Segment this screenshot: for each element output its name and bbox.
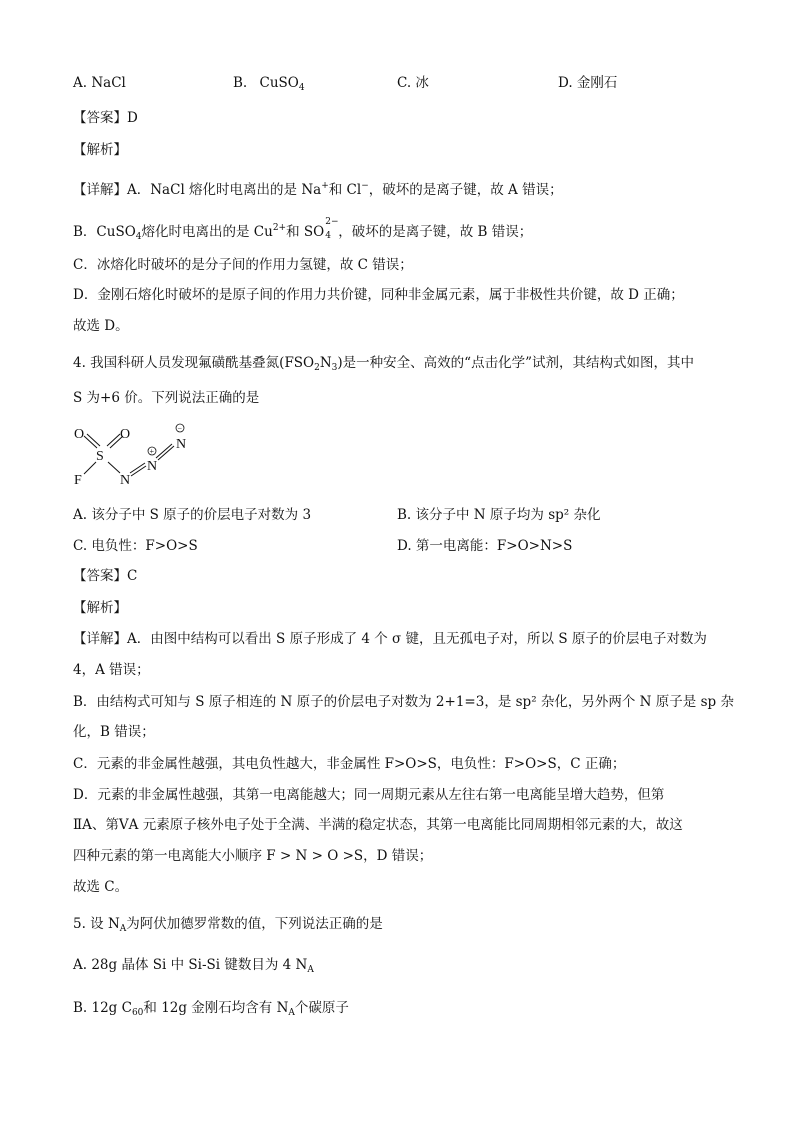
q4-detail-d-line3: 四种元素的第一电离能大小顺序 F > N > O >S，D 错误；	[73, 848, 433, 864]
q4-detail-c: C．元素的非金属性越强，其电负性越大，非金属性 F>O>S，电负性：F>O>S，C 正确；	[73, 756, 626, 772]
q3-conclusion: 故选 D。	[73, 318, 129, 334]
q3-detail-b-mid2: 和 SO	[286, 224, 325, 240]
q3-option-d: D. 金刚石	[558, 75, 618, 91]
q4-stem-line2: S 为+6 价。下列说法正确的是	[73, 390, 260, 406]
q3-detail-b-mid1: 熔化时电离出的是 Cu	[141, 224, 273, 240]
atom-n3: N	[176, 437, 187, 452]
q4-detail-d-line1: D．元素的非金属性越强，其第一电离能越大；同一周期元素从左往右第一电离能呈增大趋势，但第	[73, 787, 665, 803]
q3-option-b-prefix: B.	[233, 75, 248, 91]
q3-option-a: A. NaCl	[73, 75, 126, 91]
q5-stem-pre: 5. 设 N	[73, 916, 120, 932]
q3-detail-a-mid: 和 Cl	[328, 182, 362, 198]
q5-option-b	[73, 998, 349, 1023]
q4-stem-line1	[73, 353, 694, 378]
q4-detail-b-line1: B．由结构式可知与 S 原子相连的 N 原子的价层电子对数为 2+1=3，是 sp² 杂化，另外两个 N 原子是 sp 杂	[73, 694, 734, 710]
atom-n1: N	[120, 473, 131, 488]
q5-option-a-sub: A	[307, 965, 314, 975]
q3-option-b-formula: CuSO	[259, 75, 299, 91]
q4-detail-a-line2: 4，A 错误；	[73, 662, 150, 678]
q3-analysis-heading: 【解析】	[73, 142, 127, 158]
q5-stem-sub: A	[119, 924, 127, 934]
q4-stem-pre: 4. 我国科研人员发现氟磺酰基叠氮(FSO	[73, 355, 315, 371]
q3-detail-a-sup1: +	[321, 181, 329, 191]
q4-option-d: D. 第一电离能：F>O>N>S	[397, 538, 573, 554]
q5-option-b-sub1: 60	[131, 1008, 144, 1018]
q3-option-c: C. 冰	[397, 75, 429, 91]
q5-option-b-pre: B. 12g C	[73, 1000, 132, 1016]
q5-stem-post: 为阿伏加德罗常数的值，下列说法正确的是	[126, 916, 383, 932]
q4-detail-d-line2: ⅡA、第ⅤA 元素原子核外电子处于全满、半满的稳定状态，其第一电离能比同周期相邻元素的大，故这	[73, 817, 683, 833]
q4-stem-mid: N	[319, 355, 332, 371]
plus-charge-sign: +	[149, 447, 155, 456]
q4-detail-b-line2: 化，B 错误；	[73, 724, 155, 740]
q3-detail-b-sub2: 4	[325, 231, 331, 241]
q5-option-a	[73, 955, 314, 980]
q4-detail-a-line1: 【详解】A．由图中结构可以看出 S 原子形成了 4 个 σ 键，且无孤电子对，所以 S 原子的价层电子对数为	[73, 631, 707, 647]
q5-stem	[73, 914, 383, 939]
atom-o-left: O	[74, 427, 85, 442]
q3-detail-a-sup2: −	[361, 181, 369, 191]
q4-stem-sub2: 3	[331, 363, 338, 373]
atom-o-right: O	[120, 427, 131, 442]
q3-detail-b-sub: 4	[135, 232, 142, 242]
q5-option-b-post: 个碳原子	[294, 1000, 349, 1016]
q4-conclusion: 故选 C。	[73, 879, 129, 895]
q4-analysis-heading: 【解析】	[73, 600, 127, 616]
q3-detail-b-post: ，破坏的是离子键，故 B 错误；	[338, 224, 533, 240]
q3-option-b-sub: 4	[298, 83, 305, 93]
q3-detail-c: C．冰熔化时破坏的是分子间的作用力氢键，故 C 错误；	[73, 257, 413, 273]
q3-detail-b-pre: B．CuSO	[73, 224, 136, 240]
atom-s: S	[96, 449, 104, 464]
q3-detail-a-post: ，破坏的是离子键，故 A 错误；	[368, 182, 563, 198]
q5-option-b-sub2: A	[288, 1008, 295, 1018]
q3-detail-b-ion-scripts	[324, 217, 339, 241]
q3-detail-b-sup2: 2−	[325, 217, 339, 227]
q3-detail-d: D．金刚石熔化时破坏的是原子间的作用力共价键，同种非金属元素，属于非极性共价键，故 D 正确；	[73, 287, 684, 303]
q3-detail-b-sup: 2+	[272, 223, 287, 233]
q3-detail-b	[73, 218, 532, 247]
minus-charge-sign: −	[177, 424, 183, 433]
q3-option-b	[233, 73, 305, 98]
q4-stem-post: )是一种安全、高效的“点击化学”试剂，其结构式如图，其中	[337, 355, 694, 371]
q4-structure-diagram	[68, 418, 198, 490]
q5-option-b-mid: 和 12g 金刚石均含有 N	[143, 1000, 289, 1016]
q4-answer: 【答案】C	[73, 568, 138, 584]
q4-stem-sub1: 2	[314, 363, 320, 373]
q4-option-c: C. 电负性：F>O>S	[73, 538, 198, 554]
q4-option-b: B. 该分子中 N 原子均为 sp² 杂化	[397, 507, 601, 523]
atom-f: F	[74, 473, 82, 488]
atom-n2: N	[147, 459, 158, 474]
q3-answer: 【答案】D	[73, 110, 138, 126]
q4-option-a: A. 该分子中 S 原子的价层电子对数为 3	[73, 507, 312, 523]
q3-detail-a	[73, 176, 563, 200]
q5-option-a-pre: A. 28g 晶体 Si 中 Si-Si 键数目为 4 N	[73, 957, 308, 973]
q3-detail-a-pre: 【详解】A．NaCl 熔化时电离出的是 Na	[73, 182, 322, 198]
